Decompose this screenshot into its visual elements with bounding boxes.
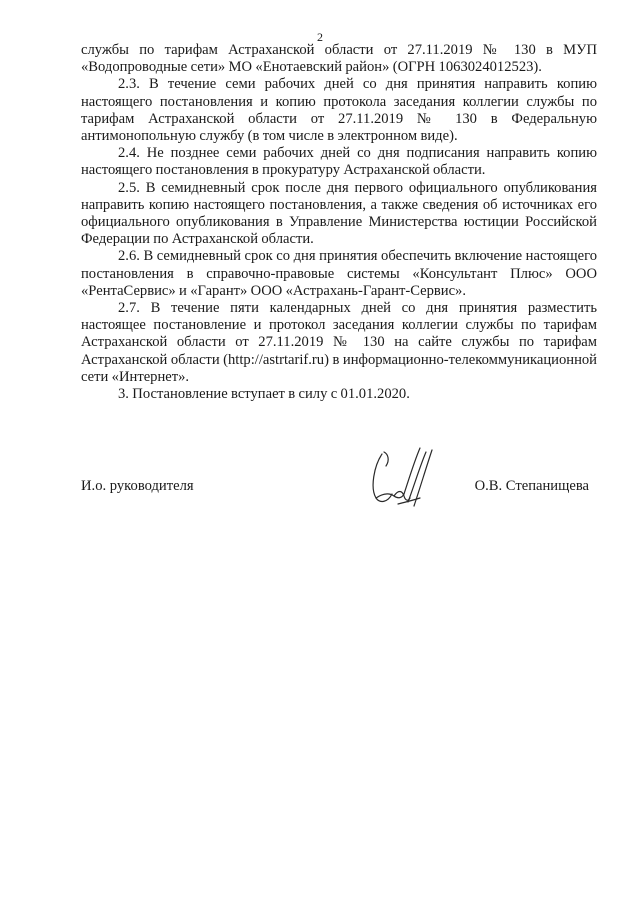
paragraph-2-6: 2.6. В семидневный срок со дня принятия обеспечить включение настоящего постановления в справочно-правовые системы «Консультант Плюс» ООО «РентаСервис» и «Гарант» ООО «Астрахань-Гарант-Сервис». xyxy=(81,248,597,299)
paragraph-2-4: 2.4. Не позднее семи рабочих дней со дня подписания направить копию настоящего постановления в прокуратуру Астраханской области. xyxy=(81,145,597,179)
paragraph-2-5: 2.5. В семидневный срок после дня первого официального опубликования направить копию настоящего постановления, а также сведения об источниках его официального опубликования в Управление Министерства юстиции Российской Федерации по Астраханской области. xyxy=(81,179,597,248)
paragraph-3: 3. Постановление вступает в силу с 01.01.2020. xyxy=(118,386,410,403)
paragraph-2-3: 2.3. В течение семи рабочих дней со дня принятия направить копию настоящего постановления и копию протокола заседания коллегии службы по тарифам Астраханской области от 27.11.2019 № 130 в Федеральную антимонопольную службу (в том числе в электронном виде). xyxy=(81,76,597,145)
handwritten-signature xyxy=(368,444,442,516)
paragraph-2-7: 2.7. В течение пяти календарных дней со дня принятия разместить настоящее постановление и протокол заседания коллегии службы по тарифам Астраханской области от 27.11.2019 № 130 на сайте службы по тарифам Астраханской области (http://astrtarif.ru) в информационно-телекоммуникационной сети «Интернет». xyxy=(81,300,597,385)
signatory-name: О.В. Степанищева xyxy=(474,478,589,494)
signatory-role: И.о. руководителя xyxy=(81,478,194,494)
document-body xyxy=(81,42,597,403)
signature-block xyxy=(81,478,597,498)
page-number: 2 xyxy=(317,30,323,44)
paragraph-continued: службы по тарифам Астраханской области от 27.11.2019 № 130 в МУП «Водопроводные сети» МО «Енотаевский район» (ОГРН 1063024012523). xyxy=(81,42,597,76)
